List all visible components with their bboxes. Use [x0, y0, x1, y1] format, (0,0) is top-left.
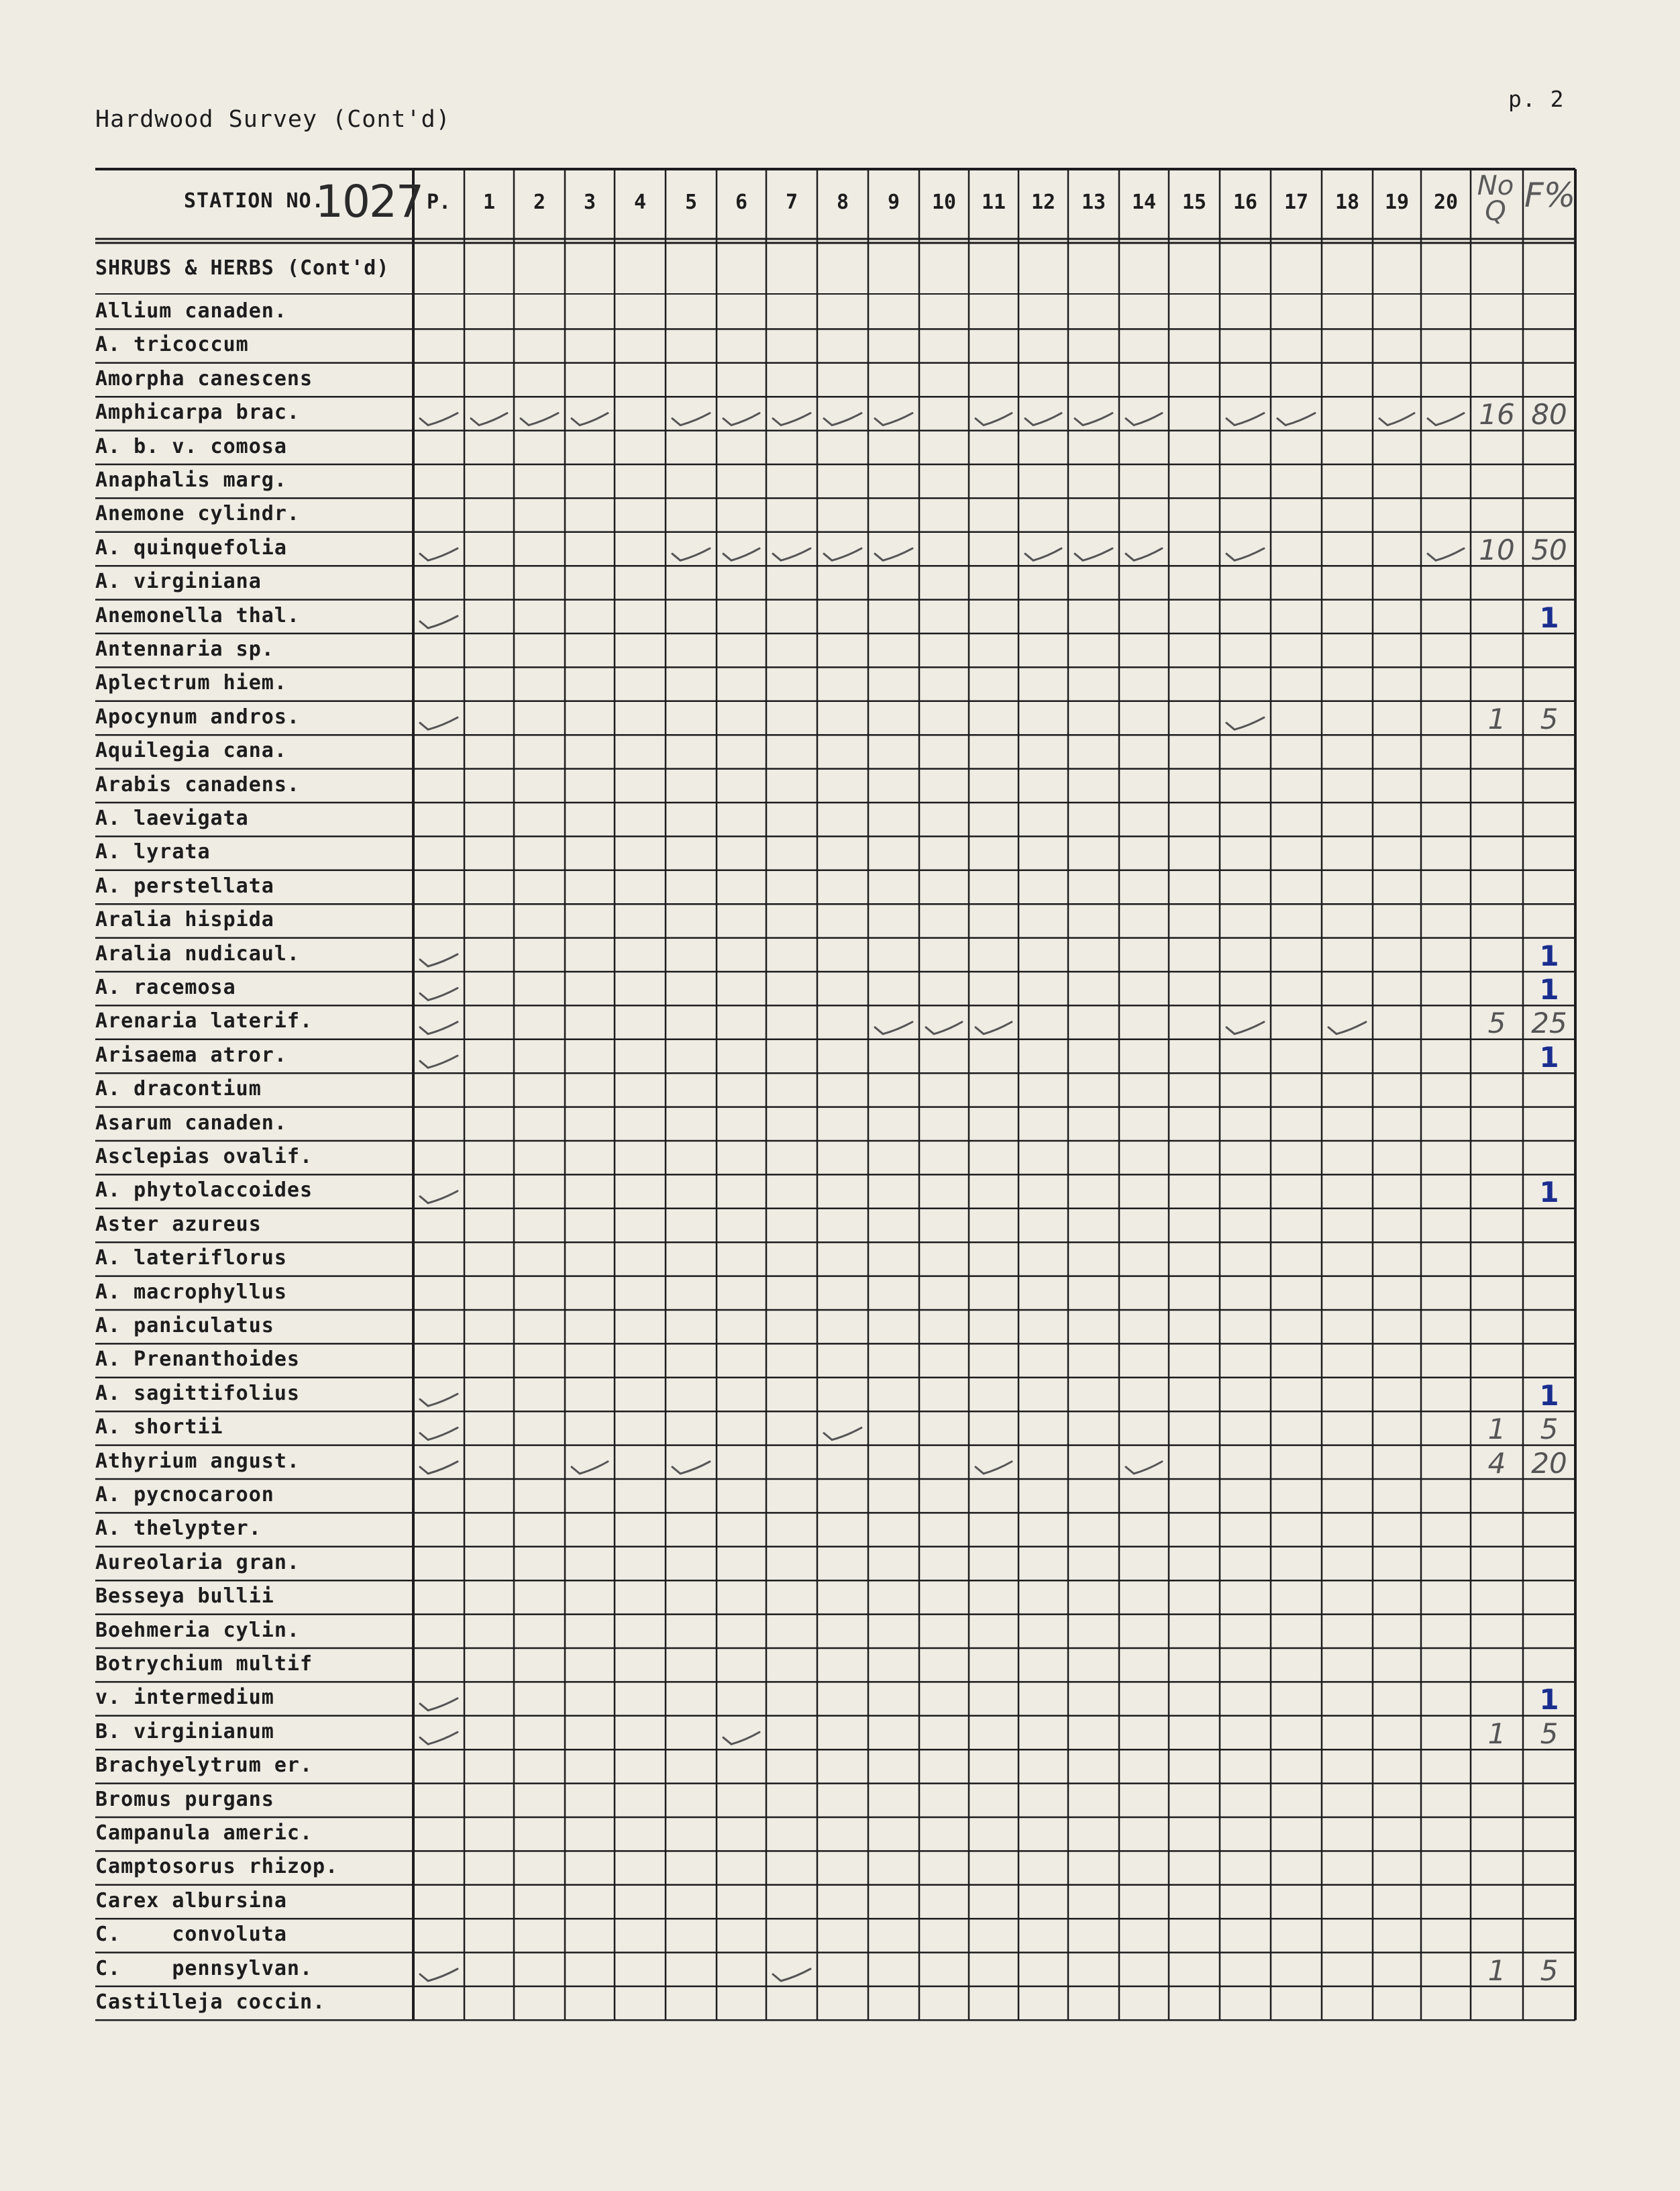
- species-name: Amphicarpa brac.: [95, 401, 300, 425]
- frequency-value: 5: [1540, 1953, 1559, 1987]
- check-mark: [1025, 548, 1061, 560]
- species-name: A. paniculatus: [95, 1314, 274, 1337]
- check-mark: [420, 1462, 458, 1474]
- check-mark: [1328, 1022, 1366, 1034]
- species-name: Arisaema atror.: [95, 1043, 287, 1067]
- check-mark: [420, 717, 458, 729]
- count-value: 1: [1487, 1717, 1506, 1750]
- frequency-value: 25: [1531, 1007, 1567, 1040]
- check-mark: [773, 413, 810, 425]
- page-number: p. 2: [1508, 86, 1565, 112]
- station-label: STATION NO.: [184, 189, 325, 213]
- count-header-bottom: Q: [1485, 196, 1506, 227]
- species-name: Camptosorus rhizop.: [95, 1855, 339, 1879]
- column-header-3: 3: [583, 191, 596, 214]
- check-mark: [420, 988, 458, 1000]
- frequency-value: 1: [1539, 1040, 1559, 1074]
- count-value: 5: [1487, 1007, 1506, 1040]
- check-mark: [824, 413, 861, 425]
- species-name: Aureolaria gran.: [95, 1550, 300, 1574]
- species-name: A. pycnocaroon: [95, 1483, 274, 1507]
- check-mark: [420, 1394, 458, 1406]
- check-mark: [875, 1022, 912, 1034]
- column-header-4: 4: [633, 191, 647, 214]
- column-header-16: 16: [1232, 191, 1258, 214]
- species-name: Campanula americ.: [95, 1821, 313, 1845]
- frequency-value: 80: [1531, 398, 1567, 431]
- species-name: Brachyelytrum er.: [95, 1753, 313, 1778]
- species-name: A. Prenanthoides: [95, 1347, 300, 1372]
- species-name: Aquilegia cana.: [95, 739, 287, 763]
- check-mark: [976, 1462, 1012, 1474]
- check-mark: [875, 548, 912, 560]
- count-value: 1: [1487, 702, 1506, 735]
- count-header-top: No: [1477, 170, 1514, 201]
- species-name: v. intermedium: [95, 1686, 274, 1710]
- column-header-1: 1: [482, 191, 496, 214]
- check-mark: [420, 1969, 458, 1981]
- check-mark: [1226, 717, 1264, 729]
- species-name: A. laevigata: [95, 807, 249, 830]
- check-mark: [1379, 413, 1414, 425]
- check-mark: [672, 413, 710, 425]
- check-mark: [420, 413, 458, 425]
- check-mark: [773, 1969, 810, 1981]
- species-name: A. macrophyllus: [95, 1280, 287, 1304]
- station-number: 1027: [315, 176, 423, 227]
- species-name: Besseya bullii: [95, 1584, 274, 1609]
- column-header-19: 19: [1384, 191, 1410, 214]
- section-label: SHRUBS & HERBS (Cont'd): [95, 256, 390, 280]
- check-mark: [1025, 413, 1061, 425]
- count-value: 16: [1479, 398, 1515, 431]
- frequency-value: 1: [1539, 939, 1559, 972]
- frequency-value: 5: [1540, 702, 1559, 735]
- species-name: A. b. v. comosa: [95, 434, 287, 458]
- check-mark: [420, 1698, 458, 1711]
- frequency-value: 5: [1540, 1717, 1559, 1750]
- species-name: Aster azureus: [95, 1212, 262, 1236]
- species-name: Aplectrum hiem.: [95, 671, 287, 695]
- check-mark: [420, 1428, 458, 1440]
- species-name: C. pennsylvan.: [95, 1956, 313, 1980]
- frequency-value: 1: [1539, 601, 1559, 634]
- check-mark: [420, 1022, 458, 1034]
- frequency-value: 50: [1531, 533, 1567, 566]
- species-name: A. dracontium: [95, 1077, 262, 1101]
- species-name: A. shortii: [95, 1415, 223, 1439]
- species-name: Anemone cylindr.: [95, 502, 300, 526]
- frequency-value: 5: [1540, 1413, 1559, 1446]
- check-mark: [420, 1191, 458, 1203]
- species-name: Bromus purgans: [95, 1787, 274, 1811]
- species-name: Athyrium angust.: [95, 1449, 300, 1473]
- check-mark: [926, 1022, 962, 1034]
- species-name: Anemonella thal.: [95, 603, 300, 627]
- species-name: Allium canaden.: [95, 299, 287, 323]
- check-mark: [420, 954, 458, 966]
- species-name: B. virginianum: [95, 1719, 274, 1743]
- check-mark: [1126, 548, 1162, 560]
- count-value: 10: [1479, 533, 1515, 566]
- species-name: Castilleja coccin.: [95, 1990, 326, 2014]
- check-mark: [572, 1462, 608, 1474]
- frequency-value: 1: [1539, 1683, 1559, 1717]
- check-mark: [420, 548, 458, 560]
- check-mark: [420, 1732, 458, 1744]
- species-name: A. virginiana: [95, 570, 262, 594]
- species-name: A. perstellata: [95, 874, 274, 898]
- check-mark: [824, 1428, 861, 1440]
- check-mark: [420, 616, 458, 628]
- species-name: Asarum canaden.: [95, 1111, 287, 1135]
- species-name: Botrychium multif: [95, 1652, 313, 1676]
- freq-header: F%: [1524, 176, 1576, 215]
- check-mark: [1428, 548, 1464, 560]
- column-header-5: 5: [684, 191, 698, 214]
- check-mark: [824, 548, 861, 560]
- check-mark: [1226, 548, 1264, 560]
- species-name: A. tricoccum: [95, 333, 249, 357]
- check-mark: [976, 413, 1012, 425]
- check-mark: [1226, 1022, 1264, 1034]
- check-mark: [1226, 413, 1264, 425]
- column-header-18: 18: [1334, 191, 1360, 214]
- check-mark: [1075, 548, 1112, 560]
- check-mark: [1277, 413, 1315, 425]
- species-name: A. sagittifolius: [95, 1381, 300, 1405]
- species-name: Apocynum andros.: [95, 705, 300, 729]
- species-name: Arabis canadens.: [95, 772, 300, 797]
- species-name: Aralia nudicaul.: [95, 941, 300, 966]
- count-header: [1471, 170, 1520, 227]
- count-value: 4: [1487, 1446, 1506, 1480]
- check-mark: [723, 413, 759, 425]
- species-name: Boehmeria cylin.: [95, 1618, 300, 1642]
- check-mark: [672, 548, 710, 560]
- species-name: A. quinquefolia: [95, 536, 287, 560]
- column-header-11: 11: [981, 191, 1006, 214]
- check-mark: [875, 413, 912, 425]
- check-mark: [521, 413, 558, 425]
- column-header-12: 12: [1031, 191, 1056, 214]
- species-name: A. racemosa: [95, 976, 236, 999]
- check-mark: [672, 1462, 710, 1474]
- count-value: 1: [1487, 1413, 1506, 1446]
- column-header-17: 17: [1283, 191, 1309, 214]
- check-mark: [723, 548, 759, 560]
- document-title: Hardwood Survey (Cont'd): [95, 106, 451, 133]
- species-name: Anaphalis marg.: [95, 468, 287, 492]
- check-mark: [572, 413, 608, 425]
- check-mark: [773, 548, 810, 560]
- species-name: A. phytolaccoides: [95, 1178, 313, 1203]
- species-name: A. lyrata: [95, 840, 211, 864]
- frequency-value: 20: [1531, 1446, 1567, 1480]
- species-name: Antennaria sp.: [95, 638, 274, 661]
- column-header-8: 8: [836, 191, 849, 214]
- count-value: 1: [1487, 1953, 1506, 1987]
- species-name: Carex albursina: [95, 1888, 287, 1913]
- check-mark: [420, 1056, 458, 1068]
- column-header-20: 20: [1433, 191, 1459, 214]
- frequency-value: 1: [1539, 973, 1559, 1006]
- check-mark: [1428, 413, 1464, 425]
- check-mark: [1126, 413, 1162, 425]
- check-mark: [1075, 413, 1112, 425]
- column-header-9: 9: [887, 191, 900, 214]
- species-name: Amorpha canescens: [95, 366, 313, 391]
- check-mark: [471, 413, 507, 425]
- column-header-2: 2: [533, 191, 546, 214]
- species-name: Aralia hispida: [95, 908, 274, 932]
- column-header-7: 7: [785, 191, 798, 214]
- check-mark: [1126, 1462, 1162, 1474]
- check-mark: [723, 1732, 759, 1744]
- column-header-10: 10: [931, 191, 957, 214]
- species-name: C. convoluta: [95, 1923, 287, 1947]
- column-header-6: 6: [735, 191, 748, 214]
- species-name: A. thelypter.: [95, 1517, 262, 1541]
- column-header-14: 14: [1131, 191, 1157, 214]
- column-header-13: 13: [1081, 191, 1106, 214]
- column-header-15: 15: [1182, 191, 1207, 214]
- frequency-value: 1: [1539, 1378, 1559, 1412]
- species-name: Asclepias ovalif.: [95, 1145, 313, 1168]
- column-header-p: P.: [426, 191, 452, 214]
- species-name: A. lateriflorus: [95, 1246, 287, 1270]
- species-name: Arenaria laterif.: [95, 1009, 313, 1033]
- check-mark: [976, 1022, 1012, 1034]
- frequency-value: 1: [1539, 1176, 1559, 1209]
